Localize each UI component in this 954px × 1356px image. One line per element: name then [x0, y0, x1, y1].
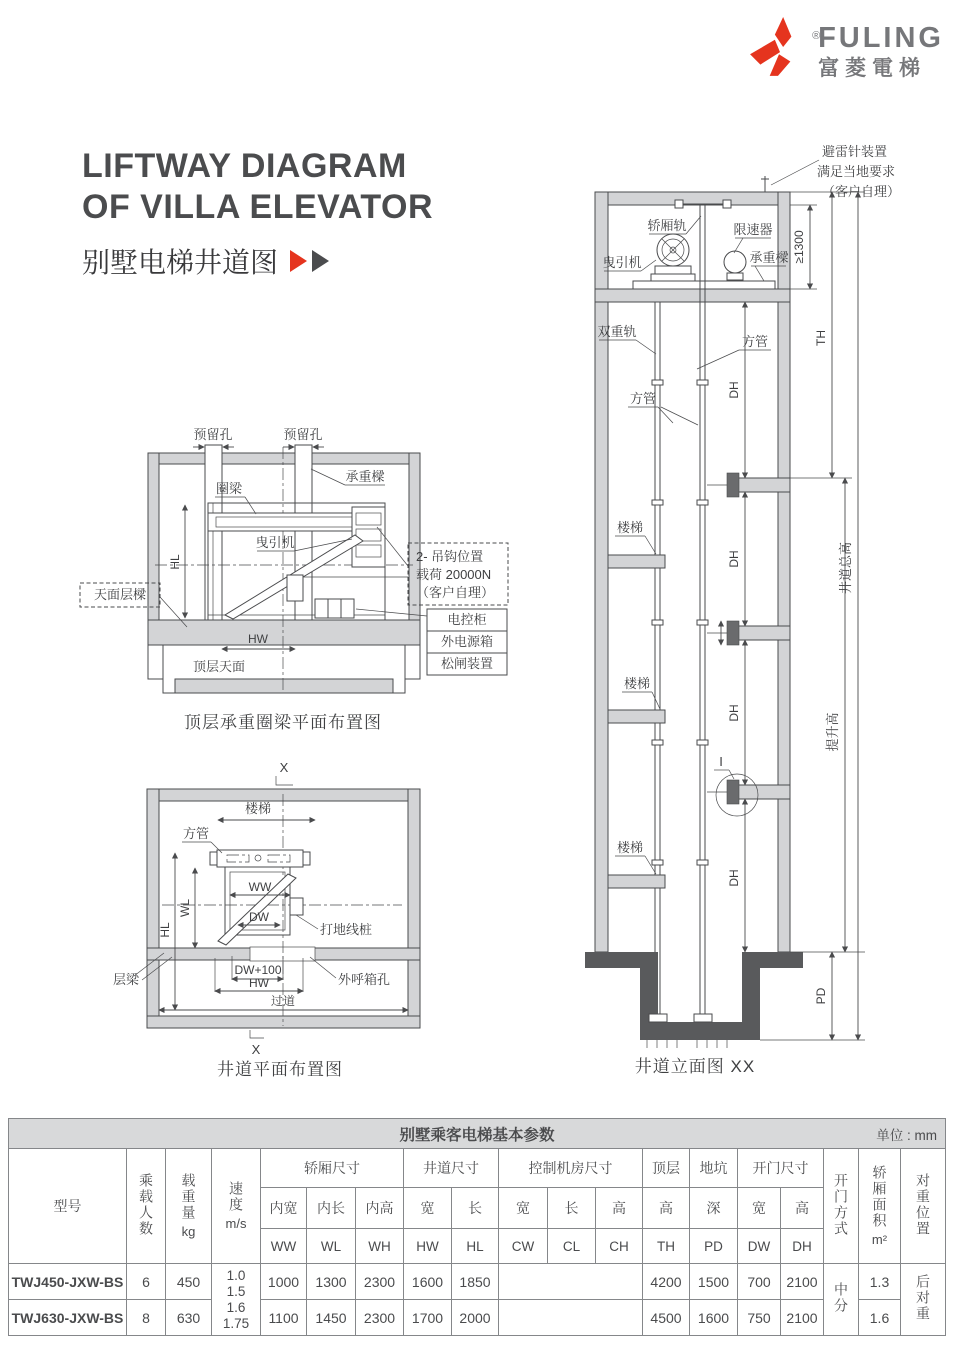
dim-hl: HL: [168, 554, 182, 570]
lightning-note-line2: 满足当地要求: [817, 164, 896, 179]
th-code-dw: DW: [738, 1229, 781, 1264]
th-code-wh: WH: [356, 1229, 404, 1264]
speed-value: 1.0: [226, 1267, 246, 1283]
th-group-car: 轿厢尺寸: [261, 1149, 404, 1188]
th-code-hw: HW: [404, 1229, 452, 1264]
cell-ctrl-2: [499, 1300, 643, 1336]
th-car-area-label: 轿厢面积: [871, 1165, 888, 1229]
roof-beam-label: 天面层樑: [93, 587, 147, 602]
cell-hw-2: 1700: [404, 1300, 452, 1336]
double-rail-label: 双重轨: [597, 324, 637, 339]
dim-dh: DH: [727, 381, 741, 399]
dim-wl: WL: [178, 899, 192, 917]
cell-load-1: 450: [166, 1264, 212, 1300]
th-sub-th: 高: [643, 1188, 690, 1229]
th-persons-label: 乘载人数: [138, 1172, 155, 1237]
cw-pos-value: 后对重: [915, 1274, 932, 1322]
cell-hw-1: 1600: [404, 1264, 452, 1300]
speed-value: 1.5: [226, 1283, 246, 1299]
square-tube-label: 方管: [629, 391, 657, 406]
th-sub-ch: 高: [596, 1188, 643, 1229]
plan-shaft-diagram: [100, 758, 435, 1095]
speed-value: 1.6: [226, 1299, 246, 1315]
lightning-note-line3: （客户自理）: [822, 184, 901, 199]
title-block: [82, 146, 433, 281]
section-mark-x: X: [251, 1042, 261, 1057]
machine-room-floor: [595, 289, 790, 302]
corridor-label: 过道: [270, 994, 296, 1008]
dim-hl: HL: [158, 922, 172, 938]
title-arrows-icon: [290, 250, 329, 272]
th-code-th: TH: [643, 1229, 690, 1264]
dark-arrow-icon: [312, 250, 329, 272]
page-title-en: [82, 146, 433, 229]
dim-dw100: DW+100: [234, 963, 282, 977]
th-code-wl: WL: [307, 1229, 356, 1264]
dim-travel-height: 提升高: [825, 712, 840, 752]
cell-cw-pos: [901, 1264, 946, 1336]
stairs-label: 楼梯: [244, 801, 272, 816]
brand-logo: [748, 16, 944, 79]
dim-ww: WW: [248, 880, 272, 894]
governor-label: 限速器: [733, 222, 773, 237]
cell-dw-1: 700: [738, 1264, 781, 1300]
th-sub-pd: 深: [690, 1188, 738, 1229]
dim-th: TH: [814, 330, 828, 346]
reserved-hole-label: 预留孔: [283, 427, 323, 442]
hook-note-line3: （客户自理）: [416, 585, 495, 600]
cell-ww-2: 1100: [261, 1300, 307, 1336]
cell-wl-1: 1300: [307, 1264, 356, 1300]
plan-top-caption: 顶层承重圈梁平面布置图: [184, 713, 382, 732]
cell-pd-1: 1500: [690, 1264, 738, 1300]
hook-note-line1: 2- 吊钩位置: [416, 549, 484, 564]
door-type-value: 中分: [833, 1282, 850, 1314]
dim-total-height: 井道总高: [838, 541, 853, 595]
plan-top-ring-beam-diagram: [75, 425, 510, 745]
roof-beam-band: [148, 620, 420, 645]
th-group-top: 顶层: [643, 1149, 690, 1188]
stairs-label: 楼梯: [616, 520, 644, 535]
th-sub-wl: 内长: [307, 1188, 356, 1229]
th-cw-pos-label: 对重位置: [915, 1172, 932, 1237]
roof-surface-label: 顶层天面: [193, 659, 246, 674]
plan-shaft-caption: 井道平面布置图: [217, 1060, 343, 1079]
elevation-caption: 井道立面图 XX: [634, 1057, 756, 1076]
cell-wh-2: 2300: [356, 1300, 404, 1336]
th-sub-cw: 宽: [499, 1188, 548, 1229]
square-tube-label: 方管: [741, 334, 769, 349]
table-title: 别墅乘客电梯基本参数: [399, 1126, 555, 1144]
th-sub-hl: 长: [452, 1188, 499, 1229]
stairs-label: 楼梯: [623, 676, 651, 691]
th-sub-cl: 长: [548, 1188, 596, 1229]
spec-table-container: [8, 1118, 946, 1336]
th-load: [166, 1149, 212, 1264]
load-beam: [633, 281, 775, 289]
cell-load-2: 630: [166, 1300, 212, 1336]
cell-model-1: TWJ450-JXW-BS: [9, 1264, 127, 1300]
cell-door-type: [824, 1264, 859, 1336]
table-title-bar: [9, 1119, 946, 1149]
th-group-shaft: 井道尺寸: [404, 1149, 499, 1188]
title-line1: LIFTWAY DIAGRAM: [82, 147, 407, 185]
spec-table: [8, 1118, 946, 1336]
th-sub-wh: 内高: [356, 1188, 404, 1229]
dim-dh: DH: [727, 550, 741, 568]
th-group-ctrl: 控制机房尺寸: [499, 1149, 643, 1188]
control-cabinet-label: 电控柜: [447, 612, 487, 627]
cell-hl-1: 1850: [452, 1264, 499, 1300]
brand-name-cn: 富菱電梯: [818, 57, 927, 80]
cell-hl-2: 2000: [452, 1300, 499, 1336]
subtitle-cn: 别墅电梯井道图: [82, 246, 279, 278]
th-load-unit: kg: [181, 1224, 196, 1239]
title-line2: OF VILLA ELEVATOR: [82, 188, 434, 227]
cell-wl-2: 1450: [307, 1300, 356, 1336]
section-mark-x: X: [279, 760, 289, 775]
call-box-hole-label: 外呼箱孔: [338, 972, 391, 987]
load-beam-label: 承重樑: [345, 469, 385, 484]
th-model: 型号: [9, 1149, 127, 1264]
th-code-cl: CL: [548, 1229, 596, 1264]
brand-name: FULING: [818, 22, 944, 54]
dim-pd: PD: [814, 987, 828, 1005]
registered-mark: ®: [812, 30, 821, 42]
th-code-hl: HL: [452, 1229, 499, 1264]
th-group-pit: 地坑: [690, 1149, 738, 1188]
th-persons: [127, 1149, 166, 1264]
ring-beam-label: 圈梁: [215, 481, 243, 496]
power-box-label: 外电源箱: [440, 634, 494, 649]
cell-th-1: 4200: [643, 1264, 690, 1300]
dim-dw: DW: [249, 910, 269, 924]
car-rail-label: 轿厢轨: [647, 218, 687, 233]
dim-dh: DH: [727, 869, 741, 887]
table-unit: 单位 : mm: [876, 1127, 937, 1143]
th-car-area-unit: m²: [871, 1232, 888, 1247]
cell-th-2: 4500: [643, 1300, 690, 1336]
th-door-type: [824, 1149, 859, 1264]
cell-pd-2: 1600: [690, 1300, 738, 1336]
governor: [724, 251, 746, 273]
shaft-elevation-diagram: [585, 140, 950, 1085]
stairs-label: 楼梯: [616, 840, 644, 855]
th-load-label: 载重量: [180, 1173, 197, 1221]
th-code-ch: CH: [596, 1229, 643, 1264]
cell-dh-1: 2100: [781, 1264, 824, 1300]
th-sub-hw: 宽: [404, 1188, 452, 1229]
cell-dh-2: 2100: [781, 1300, 824, 1336]
anchor-bolts: [647, 1040, 727, 1048]
page-title-cn: [82, 241, 433, 281]
th-code-pd: PD: [690, 1229, 738, 1264]
th-group-door: 开门尺寸: [738, 1149, 824, 1188]
th-speed: [212, 1149, 261, 1264]
dim-min-headroom: ≥1300: [792, 230, 806, 264]
cell-wh-1: 2300: [356, 1264, 404, 1300]
table-row: [9, 1264, 946, 1300]
th-sub-dh: 高: [781, 1188, 824, 1229]
th-code-dh: DH: [781, 1229, 824, 1264]
cell-area-1: 1.3: [859, 1264, 901, 1300]
cell-speed: [212, 1264, 261, 1336]
table-row: [9, 1300, 946, 1336]
th-code-cw: CW: [499, 1229, 548, 1264]
detail-mark-label: I: [719, 754, 723, 769]
th-speed-unit: m/s: [225, 1216, 247, 1231]
cell-persons-1: 6: [127, 1264, 166, 1300]
traction-machine-label: 曳引机: [602, 255, 642, 270]
dim-dh: DH: [727, 704, 741, 722]
dim-hw: HW: [248, 632, 268, 646]
red-arrow-icon: [290, 250, 307, 272]
th-car-area: [859, 1149, 901, 1264]
th-cw-pos: [901, 1149, 946, 1264]
lightning-note-line1: 避雷针装置: [822, 144, 888, 159]
door-opening: [250, 947, 315, 961]
speed-value: 1.75: [222, 1315, 250, 1331]
cell-dw-2: 750: [738, 1300, 781, 1336]
th-sub-dw: 宽: [738, 1188, 781, 1229]
load-beam-label: 承重樑: [749, 250, 789, 265]
th-sub-ww: 内宽: [261, 1188, 307, 1229]
reserved-hole-label: 预留孔: [193, 427, 233, 442]
dim-hw: HW: [249, 976, 269, 990]
cell-persons-2: 8: [127, 1300, 166, 1336]
traction-machine-label: 曳引机: [255, 535, 295, 550]
fuling-logo-icon: [748, 16, 810, 78]
brake-release-label: 松闸装置: [440, 656, 494, 671]
ground-stake-label: 打地线桩: [320, 922, 373, 937]
cell-area-2: 1.6: [859, 1300, 901, 1336]
cell-model-2: TWJ630-JXW-BS: [9, 1300, 127, 1336]
hook-note-line2: 载荷 20000N: [416, 567, 492, 582]
th-speed-label: 速度: [228, 1181, 245, 1213]
cell-ww-1: 1000: [261, 1264, 307, 1300]
pit-floor: [640, 1022, 760, 1040]
floor-beam-label: 层梁: [112, 972, 140, 987]
th-code-ww: WW: [261, 1229, 307, 1264]
square-tube-label: 方管: [182, 826, 210, 841]
th-door-type-label: 开门方式: [833, 1172, 850, 1237]
cell-ctrl-1: [499, 1264, 643, 1300]
